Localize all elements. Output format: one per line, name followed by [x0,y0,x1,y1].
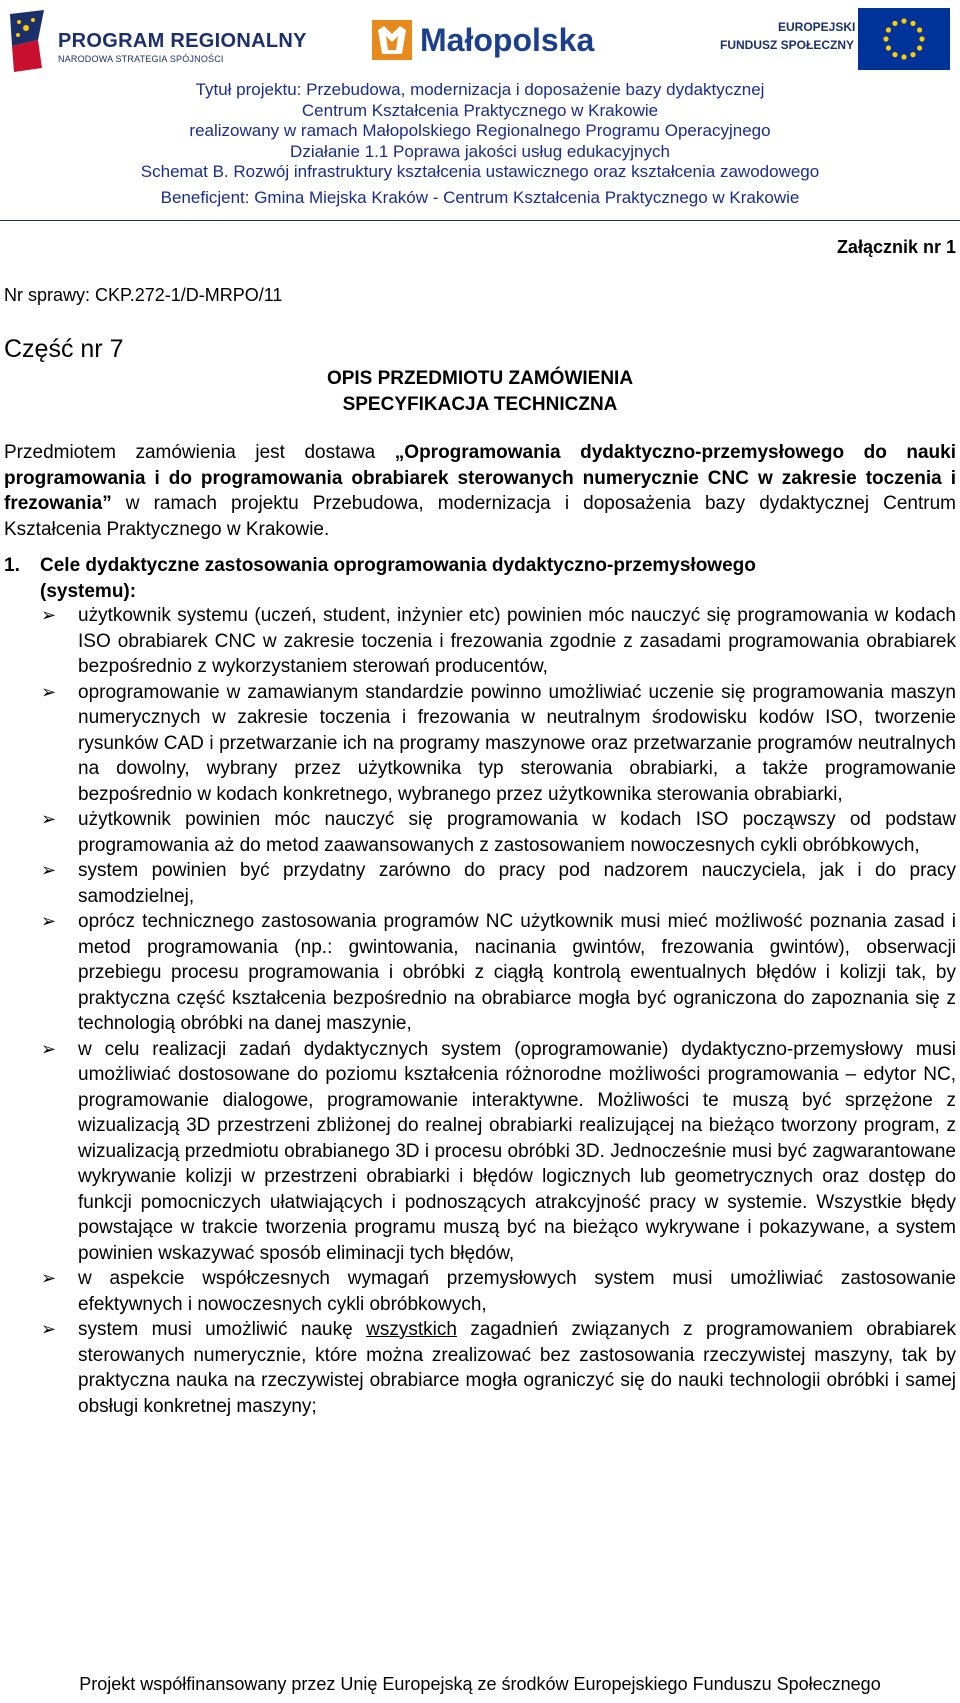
project-title-line: Tytuł projektu: Przebudowa, modernizacja i doposażenie bazy dydaktycznej [195,80,765,99]
project-scheme-line: Schemat B. Rozwój infrastruktury kształcenia ustawicznego oraz kształcenia zawodowego [140,162,820,181]
program-regionalny-subtitle: NARODOWA STRATEGIA SPÓJNOŚCI [58,54,224,64]
program-regionalny-flag-icon [8,10,48,72]
intro-paragraph [4,440,956,542]
header-divider [0,220,960,221]
program-regionalny-logo [8,10,307,72]
annex-label: Załącznik nr 1 [836,237,956,257]
program-regionalny-title: PROGRAM REGIONALNY [58,30,307,52]
arrow-bullet-icon: ➢ [41,605,57,625]
case-number: Nr sprawy: CKP.272-1/D-MRPO/11 [4,285,283,305]
requirements-list [0,603,960,1419]
list-item-text: oprogramowanie w zamawianym standardzie powinno umożliwiać uczenie się programowania maszyn numerycznych w zakresie toczenia i frezowania w neutralnym środowisku kodów ISO, tworzenie rysunków CAD i przetwarzanie ich na programy maszynowe oraz przetwarzanie programów neutralnych na dowolny, wybrany przez użytkownika typ sterowania obrabiarki, a także programowanie bezpośrednio w kodach konkretnego, wybranego przez użytkownika sterowania obrabiarki, [78,681,956,805]
underlined-word: wszystkich [366,1319,457,1340]
list-item-text-end: zagadnień związanych z programowaniem obrabiarek sterowanych numerycznie, które można zrealizować bez zastosowania rzeczywistej maszyny, tak by praktyczna nauka na rzeczywistej obrabiarce mogła ograniczyć się do nauki technologii obróbki i samej obsługi konkretnej maszyny; [78,1319,956,1417]
eu-flag-icon [858,8,950,70]
list-item [0,1317,960,1419]
arrow-bullet-icon: ➢ [41,1038,57,1059]
arrow-bullet-icon: ➢ [41,1268,57,1288]
intro-prefix: Przedmiotem zamówienia jest dostawa [4,442,395,463]
section-number: 1. [4,555,20,576]
project-beneficiary-line: Beneficjent: Gmina Miejska Kraków - Centrum Kształcenia Praktycznego w Krakowie [160,187,800,207]
list-item [0,1266,960,1317]
list-item-text: użytkownik systemu (uczeń, student, inżynier etc) powinien móc nauczyć się programowania w kodach ISO obrabiarek CNC w zakresie toczenia i frezowania zgodnie z zasadami programowania obrabiarek bezpośrednio z wykorzystaniem sterowań producentów, [78,605,956,677]
list-item [0,603,960,680]
logo-bar [0,0,960,78]
list-item-text: system powinien być przydatny zarówno do pracy pod nadzorem nauczyciela, jak i do pracy samodzielnej, [78,860,956,907]
section-heading [4,553,956,604]
arrow-bullet-icon: ➢ [41,911,57,931]
efs-line-1: EUROPEJSKI [778,20,856,34]
document-title: OPIS PRZEDMIOTU ZAMÓWIENIA [326,368,634,389]
list-item [0,909,960,1037]
list-item-text: użytkownik powinien móc nauczyć się programowania w kodach ISO począwszy od podstaw programowania aż do metod zaawansowanych z zastosowaniem nowoczesnych cykli obróbkowych, [78,809,956,856]
part-heading: Część nr 7 [4,335,124,363]
project-action-line: Działanie 1.1 Poprawa jakości usług edukacyjnych [290,141,670,161]
list-item [0,858,960,909]
list-item-text-start: system musi umożliwić naukę [78,1319,367,1340]
project-centre-line: Centrum Kształcenia Praktycznego w Krakowie [301,100,659,120]
list-item [0,807,960,858]
efs-line-2: FUNDUSZ SPOŁECZNY [720,38,855,52]
project-header [0,80,960,208]
malopolska-wordmark: Małopolska [420,22,595,58]
section-title-continuation: (systemu): [40,580,137,602]
list-item-text: w aspekcie współczesnych wymagań przemysłowych system musi umożliwiać zastosowanie efektywnych i nowoczesnych cykli obróbkowych, [78,1268,956,1315]
list-item-text: w celu realizacji zadań dydaktycznych system (oprogramowanie) dydaktyczno-przemysłowy musi umożliwiać dostosowane do poziomu kształcenia różnorodne możliwości programowania – edytor NC, programowanie dialogowe, programowanie interaktywne. Możliwości te muszą być sprzężone z wizualizacją 3D przestrzeni zbliżonej do realnej obrabiarki realizującej na bieżąco tworzony program, z wizualizacją przedmiotu obrabianego 3D i procesu obróbki 3D. Jednocześnie musi być zagwarantowane wykrywanie kolizji w przestrzeni obrabiarki i błędów logicznych lub geometrycznych oraz dostęp do funkcji pomocniczych ułatwiających i podnoszących atrakcyjność pracy w systemie. Wszystkie błędy powstające w trakcie tworzenia programu muszą być na bieżąco wykrywane i pokazywane, a system powinien wskazywać sposób eliminacji tych błędów, [78,1038,956,1264]
arrow-bullet-icon: ➢ [41,681,57,702]
arrow-bullet-icon: ➢ [41,809,57,829]
list-item [0,680,960,808]
malopolska-logo [372,18,595,64]
list-item-text: oprócz technicznego zastosowania programów NC użytkownik musi mieć możliwość poznania zasad i metod programowania (np.: gwintowania, nacinania gwintów, frezowania gwintów), obserwacji przebiegu procesu programowania i obróbki z ciągłą kontrolą ewentualnych błędów i kolizji tak, by praktyczna część kształcenia bezpośrednio na obrabiarce mogła być ograniczona do zapoznania się z technologią obróbki na danej maszynie, [78,911,956,1034]
document-subtitle: SPECYFIKACJA TECHNICZNA [342,394,618,415]
malopolska-emblem-icon [372,20,412,60]
list-item [0,1037,960,1267]
intro-suffix: w ramach projektu Przebudowa, modernizacja i doposażenia bazy dydaktycznej Centrum Kształcenia Praktycznego w Krakowie. [4,493,956,540]
efs-logo [718,8,954,70]
intro-subject: „Oprogramowania dydaktyczno-przemysłowego do nauki programowania i do programowania obrabiarek sterowanych numerycznie CNC w zakresie toczenia i frezowania” [4,442,956,514]
section-title: Cele dydaktyczne zastosowania oprogramowania dydaktyczno-przemysłowego [40,555,756,576]
page-footer: Projekt współfinansowany przez Unię Europejską ze środków Europejskiego Funduszu Społecznego [79,1674,881,1694]
project-programme-line: realizowany w ramach Małopolskiego Regionalnego Programu Operacyjnego [189,121,771,140]
arrow-bullet-icon: ➢ [41,860,57,880]
arrow-bullet-icon: ➢ [41,1319,57,1339]
